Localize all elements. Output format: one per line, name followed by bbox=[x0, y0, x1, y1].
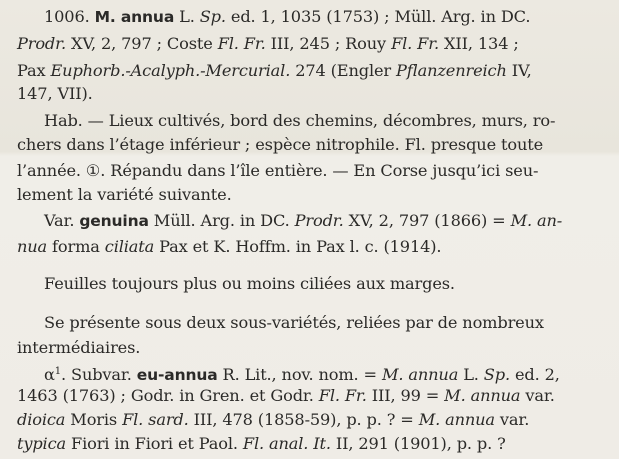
subvariety-line-3 bbox=[17, 409, 619, 431]
text: var. bbox=[494, 410, 530, 429]
text: Pax bbox=[17, 61, 51, 80]
ref-italic: nua bbox=[17, 237, 48, 256]
text: forma bbox=[47, 237, 105, 256]
ref-italic: Fl. Fr. bbox=[217, 34, 266, 53]
superscript: 1 bbox=[54, 366, 62, 377]
ref-italic: ciliata bbox=[104, 237, 155, 256]
entry-line-4: 147, VII). bbox=[17, 84, 93, 103]
ref-italic: Fl. anal. It. bbox=[242, 434, 331, 453]
alpha-marker: α bbox=[44, 365, 55, 384]
variety-line-1 bbox=[44, 210, 619, 232]
subvarieties-line-2: intermédiaires. bbox=[17, 338, 141, 357]
subvariety-line-2 bbox=[17, 385, 619, 407]
ref-italic: Fl. Fr. bbox=[391, 34, 440, 53]
text: Var. bbox=[44, 211, 80, 230]
text: III, 99 = bbox=[366, 386, 445, 405]
habitat-line-2: chers dans l’étage inférieur ; espèce nitrophile. Fl. presque toute bbox=[17, 135, 544, 154]
text: . Subvar. bbox=[61, 365, 137, 384]
text: XV, 2, 797 ; Coste bbox=[65, 34, 218, 53]
text: L. bbox=[174, 7, 200, 26]
subvariety-line-1 bbox=[44, 361, 619, 386]
ref-italic: Fl. sard. bbox=[122, 410, 189, 429]
text: ed. 2, bbox=[509, 365, 560, 384]
habitat-line-1: Hab. — Lieux cultivés, bord des chemins, décombres, murs, ro- bbox=[44, 111, 556, 130]
entry-line-1 bbox=[44, 6, 619, 28]
text: XII, 134 ; bbox=[439, 34, 519, 53]
ref-italic: Sp. bbox=[483, 365, 510, 384]
ref-italic: Euphorb.-Acalyph.-Mercurial. bbox=[50, 61, 291, 80]
variety-name: genuina bbox=[79, 212, 149, 230]
ref-italic: typica bbox=[17, 434, 67, 453]
habitat-line-3: l’année. ①. Répandu dans l’île entière. — En Corse jusqu’ici seu- bbox=[17, 161, 539, 180]
text: XV, 2, 797 (1866) = bbox=[343, 211, 511, 230]
subvarieties-line-1: Se présente sous deux sous-variétés, reliées par de nombreux bbox=[44, 313, 544, 332]
text: L. bbox=[458, 365, 484, 384]
text: Fiori in Fiori et Paol. bbox=[66, 434, 243, 453]
species-name: M. annua bbox=[94, 8, 175, 26]
ref-italic: M. annua bbox=[418, 410, 495, 429]
ref-italic: Fl. Fr. bbox=[318, 386, 367, 405]
ref-italic: Sp. bbox=[199, 7, 226, 26]
habitat-line-4: lement la variété suivante. bbox=[17, 185, 232, 204]
ref-italic: dioica bbox=[17, 410, 66, 429]
text: R. Lit., nov. nom. = bbox=[217, 365, 382, 384]
text: III, 478 (1858-59), p. p. ? = bbox=[188, 410, 419, 429]
text: Pax et K. Hoffm. in Pax l. c. (1914). bbox=[154, 237, 442, 256]
ref-italic: M. annua bbox=[444, 386, 521, 405]
ref-italic: M. annua bbox=[381, 365, 459, 384]
entry-number: 1006. bbox=[44, 7, 95, 26]
entry-line-2 bbox=[17, 33, 619, 55]
text: IV, bbox=[506, 61, 532, 80]
ref-italic: Pflanzenreich bbox=[396, 61, 507, 80]
text: III, 245 ; Rouy bbox=[265, 34, 392, 53]
ref-italic: Prodr. bbox=[17, 34, 66, 53]
entry-line-3 bbox=[17, 60, 619, 82]
text: ed. 1, 1035 (1753) ; Müll. Arg. in DC. bbox=[225, 7, 531, 26]
text: Moris bbox=[65, 410, 123, 429]
subvariety-line-4 bbox=[17, 433, 619, 455]
text: 274 (Engler bbox=[290, 61, 397, 80]
text: 1463 (1763) ; Godr. in Gren. et Godr. bbox=[17, 386, 319, 405]
ref-italic: Prodr. bbox=[294, 211, 344, 230]
text: var. bbox=[520, 386, 555, 405]
subvariety-name: eu-annua bbox=[136, 366, 218, 384]
text: II, 291 (1901), p. p. ? bbox=[330, 434, 506, 453]
variety-description: Feuilles toujours plus ou moins ciliées aux marges. bbox=[44, 274, 455, 293]
variety-line-2 bbox=[17, 236, 619, 258]
text: Müll. Arg. in DC. bbox=[148, 211, 295, 230]
ref-italic: M. an- bbox=[510, 211, 563, 230]
